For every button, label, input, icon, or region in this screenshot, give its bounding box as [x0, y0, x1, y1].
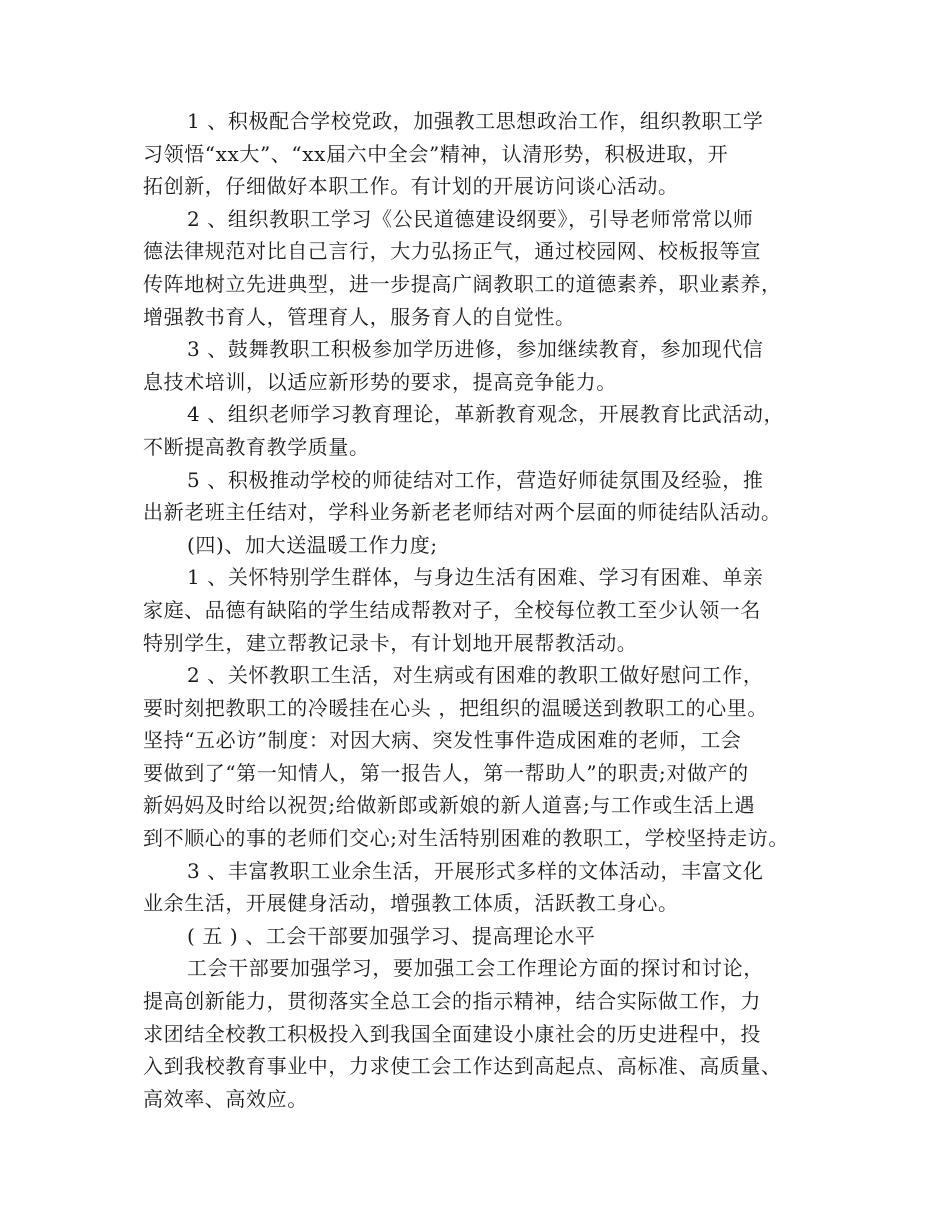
section-heading-4 — [143, 529, 823, 562]
text-line: 新妈妈及时给以祝贺;给做新郎或新娘的新人道喜;与工作或生活上遇 — [143, 793, 756, 818]
text-line: 要做到了“第一知情人，第一报告人，第一帮助人”的职责;对做产的 — [143, 760, 749, 785]
text-line: 求团结全校教工积极投入到我国全面建设小康社会的历史进程中，投 — [143, 1021, 761, 1046]
text-line: 3 、丰富教职工业余生活，开展形式多样的文体活动，丰富文化 — [187, 858, 764, 883]
text-line: 习领悟“xx大”、“xx届六中全会”精神，认清形势，积极进取，开 — [143, 141, 729, 166]
text-line: 家庭、品德有缺陷的学生结成帮教对子，全校每位教工至少认领一名 — [143, 597, 761, 622]
text-line: 要时刻把教职工的冷暖挂在心头 ，把组织的温暖送到教职工的心里。 — [143, 695, 768, 720]
text-line: 3 、鼓舞教职工积极参加学历进修，参加继续教育，参加现代信 — [187, 337, 764, 362]
text-line: 出新老班主任结对，学科业务新老老师结对两个层面的师徒结队活动。 — [143, 500, 782, 525]
text-line: 入到我校教育事业中，力求使工会工作达到高起点、高标准、高质量、 — [143, 1054, 782, 1079]
text-line: 1 、积极配合学校党政，加强教工思想政治工作，组织教职工学 — [187, 109, 764, 133]
text-line: 传阵地树立先进典型，进一步提高广阔教职工的道德素养，职业素养， — [143, 271, 782, 296]
text-line: 4 、组织老师学习教育理论，革新教育观念，开展教育比武活动， — [187, 402, 785, 427]
text-line: 特别学生，建立帮教记录卡，有计划地开展帮教活动。 — [143, 630, 638, 655]
text-line: 2 、组织教职工学习《公民道德建设纲要》，引导老师常常以师 — [187, 206, 754, 231]
paragraph-item-4-1 — [143, 561, 823, 659]
text-line: 息技术培训，以适应新形势的要求，提高竞争能力。 — [143, 369, 617, 394]
heading-line: (四)、加大送温暖工作力度; — [187, 532, 438, 557]
heading-line: ( 五 ) 、工会干部要加强学习、提高理论水平 — [187, 923, 596, 948]
paragraph-item-1-3 — [143, 333, 823, 398]
paragraph-item-1-2 — [143, 203, 823, 333]
text-line: 2 、关怀教职工生活，对生病或有困难的教职工做好慰问工作， — [187, 663, 764, 688]
text-line: 提高创新能力，贯彻落实全总工会的指示精神，结合实际做工作，力 — [143, 989, 761, 1014]
text-line: 不断提高教育教学质量。 — [143, 434, 370, 459]
text-line: 增强教书育人，管理育人，服务育人的自觉性。 — [143, 304, 576, 329]
text-line: 业余生活，开展健身活动，增强教工体质，活跃教工身心。 — [143, 891, 679, 916]
paragraph-item-4-2 — [143, 659, 823, 855]
text-line: 1 、关怀特别学生群体，与身边生活有困难、学习有困难、单亲 — [187, 565, 764, 590]
text-line: 5 、积极推动学校的师徒结对工作，营造好师徒氛围及经验，推 — [187, 467, 764, 492]
paragraph-item-4-3 — [143, 855, 823, 920]
paragraph-item-1-1 — [143, 105, 823, 203]
text-line: 拓创新，仔细做好本职工作。有计划的开展访问谈心活动。 — [143, 174, 679, 199]
paragraph-item-1-4 — [143, 398, 823, 463]
text-line: 工会干部要加强学习，要加强工会工作理论方面的探讨和讨论， — [187, 956, 764, 981]
section-heading-5 — [143, 920, 823, 953]
text-line: 德法律规范对比自己言行，大力弘扬正气，通过校园网、校板报等宣 — [143, 239, 761, 264]
paragraph-section-5-body — [143, 952, 823, 1115]
text-line: 到不顺心的事的老师们交心;对生活特别困难的教职工，学校坚持走访。 — [143, 826, 789, 851]
text-line: 高效率、高效应。 — [143, 1086, 308, 1111]
document-page — [143, 105, 823, 1115]
text-line: 坚持“五必访”制度：对因大病、突发性事件造成困难的老师，工会 — [143, 728, 742, 753]
paragraph-item-1-5 — [143, 464, 823, 529]
